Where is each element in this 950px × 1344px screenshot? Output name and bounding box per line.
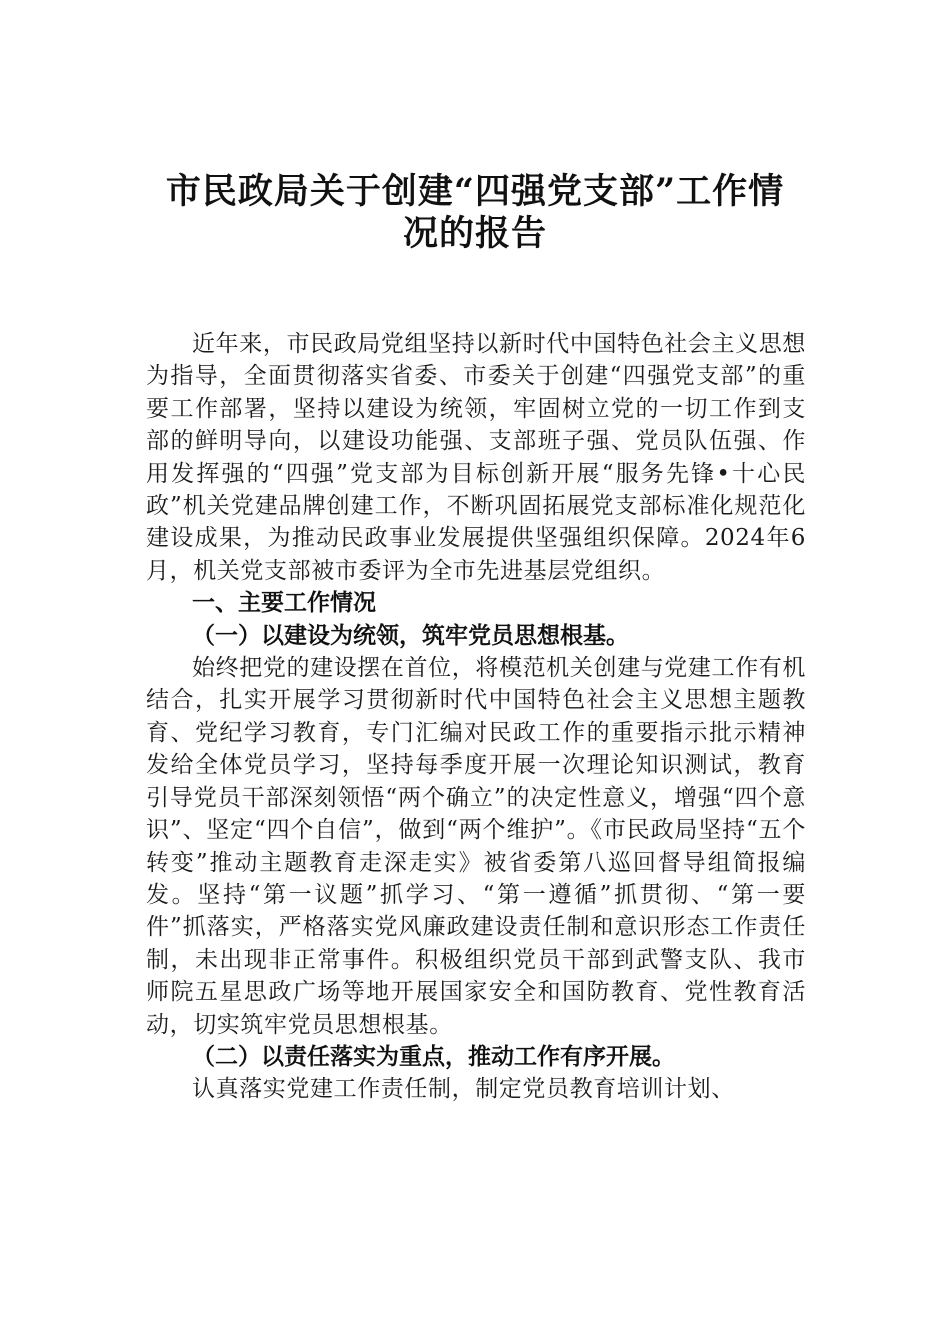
document-body (146, 328, 806, 1106)
document-title-line-2: 况的报告 (402, 213, 547, 254)
body-paragraph: 始终把党的建设摆在首位，将模范机关创建与党建工作有机结合，扎实开展学习贯彻新时代中国特色社会主义思想主题教育、党纪学习教育，专门汇编对民政工作的重要指示批示精神发给全体党员学习，坚持每季度开展一次理论知识测试，教育引导党员干部深刻领悟“两个确立”的决定性意义，增强“四个意识”、坚定“四个自信”，做到“两个维护”。《市民政局坚持“五个转变”推动主题教育走深走实》被省委第八巡回督导组简报编发。坚持“第一议题”抓学习、“第一遵循”抓贯彻、“第一要件”抓落实，严格落实党风廉政建设责任制和意识形态工作责任制，未出现非正常事件。积极组织党员干部到武警支队、我市师院五星思政广场等地开展国家安全和国防教育、党性教育活动，切实筑牢党员思想根基。 (146, 655, 806, 1038)
subsection-heading: （二）以责任落实为重点，推动工作有序开展。 (192, 1042, 675, 1070)
body-paragraph: 认真落实党建工作责任制，制定党员教育培训计划、 (192, 1076, 735, 1103)
intro-paragraph: 近年来，市民政局党组坚持以新时代中国特色社会主义思想为指导，全面贯彻落实省委、市委关于创建“四强党支部”的重要工作部署，坚持以建设为统领，牢固树立党的一切工作到支部的鲜明导向，以建设功能强、支部班子强、党员队伍强、作用发挥强的“四强”党支部为目标创新开展“服务先锋•十心民政”机关党建品牌创建工作，不断巩固拓展党支部标准化规范化建设成果，为推动民政事业发展提供坚强组织保障。2024年6月，机关党支部被市委评为全市先进基层党组织。 (146, 331, 806, 584)
section-heading: 一、主要工作情况 (192, 590, 376, 617)
document-title-line-1: 市民政局关于创建“四强党支部”工作情 (165, 171, 785, 212)
subsection-heading: （一）以建设为统领，筑牢党员思想根基。 (192, 621, 629, 649)
